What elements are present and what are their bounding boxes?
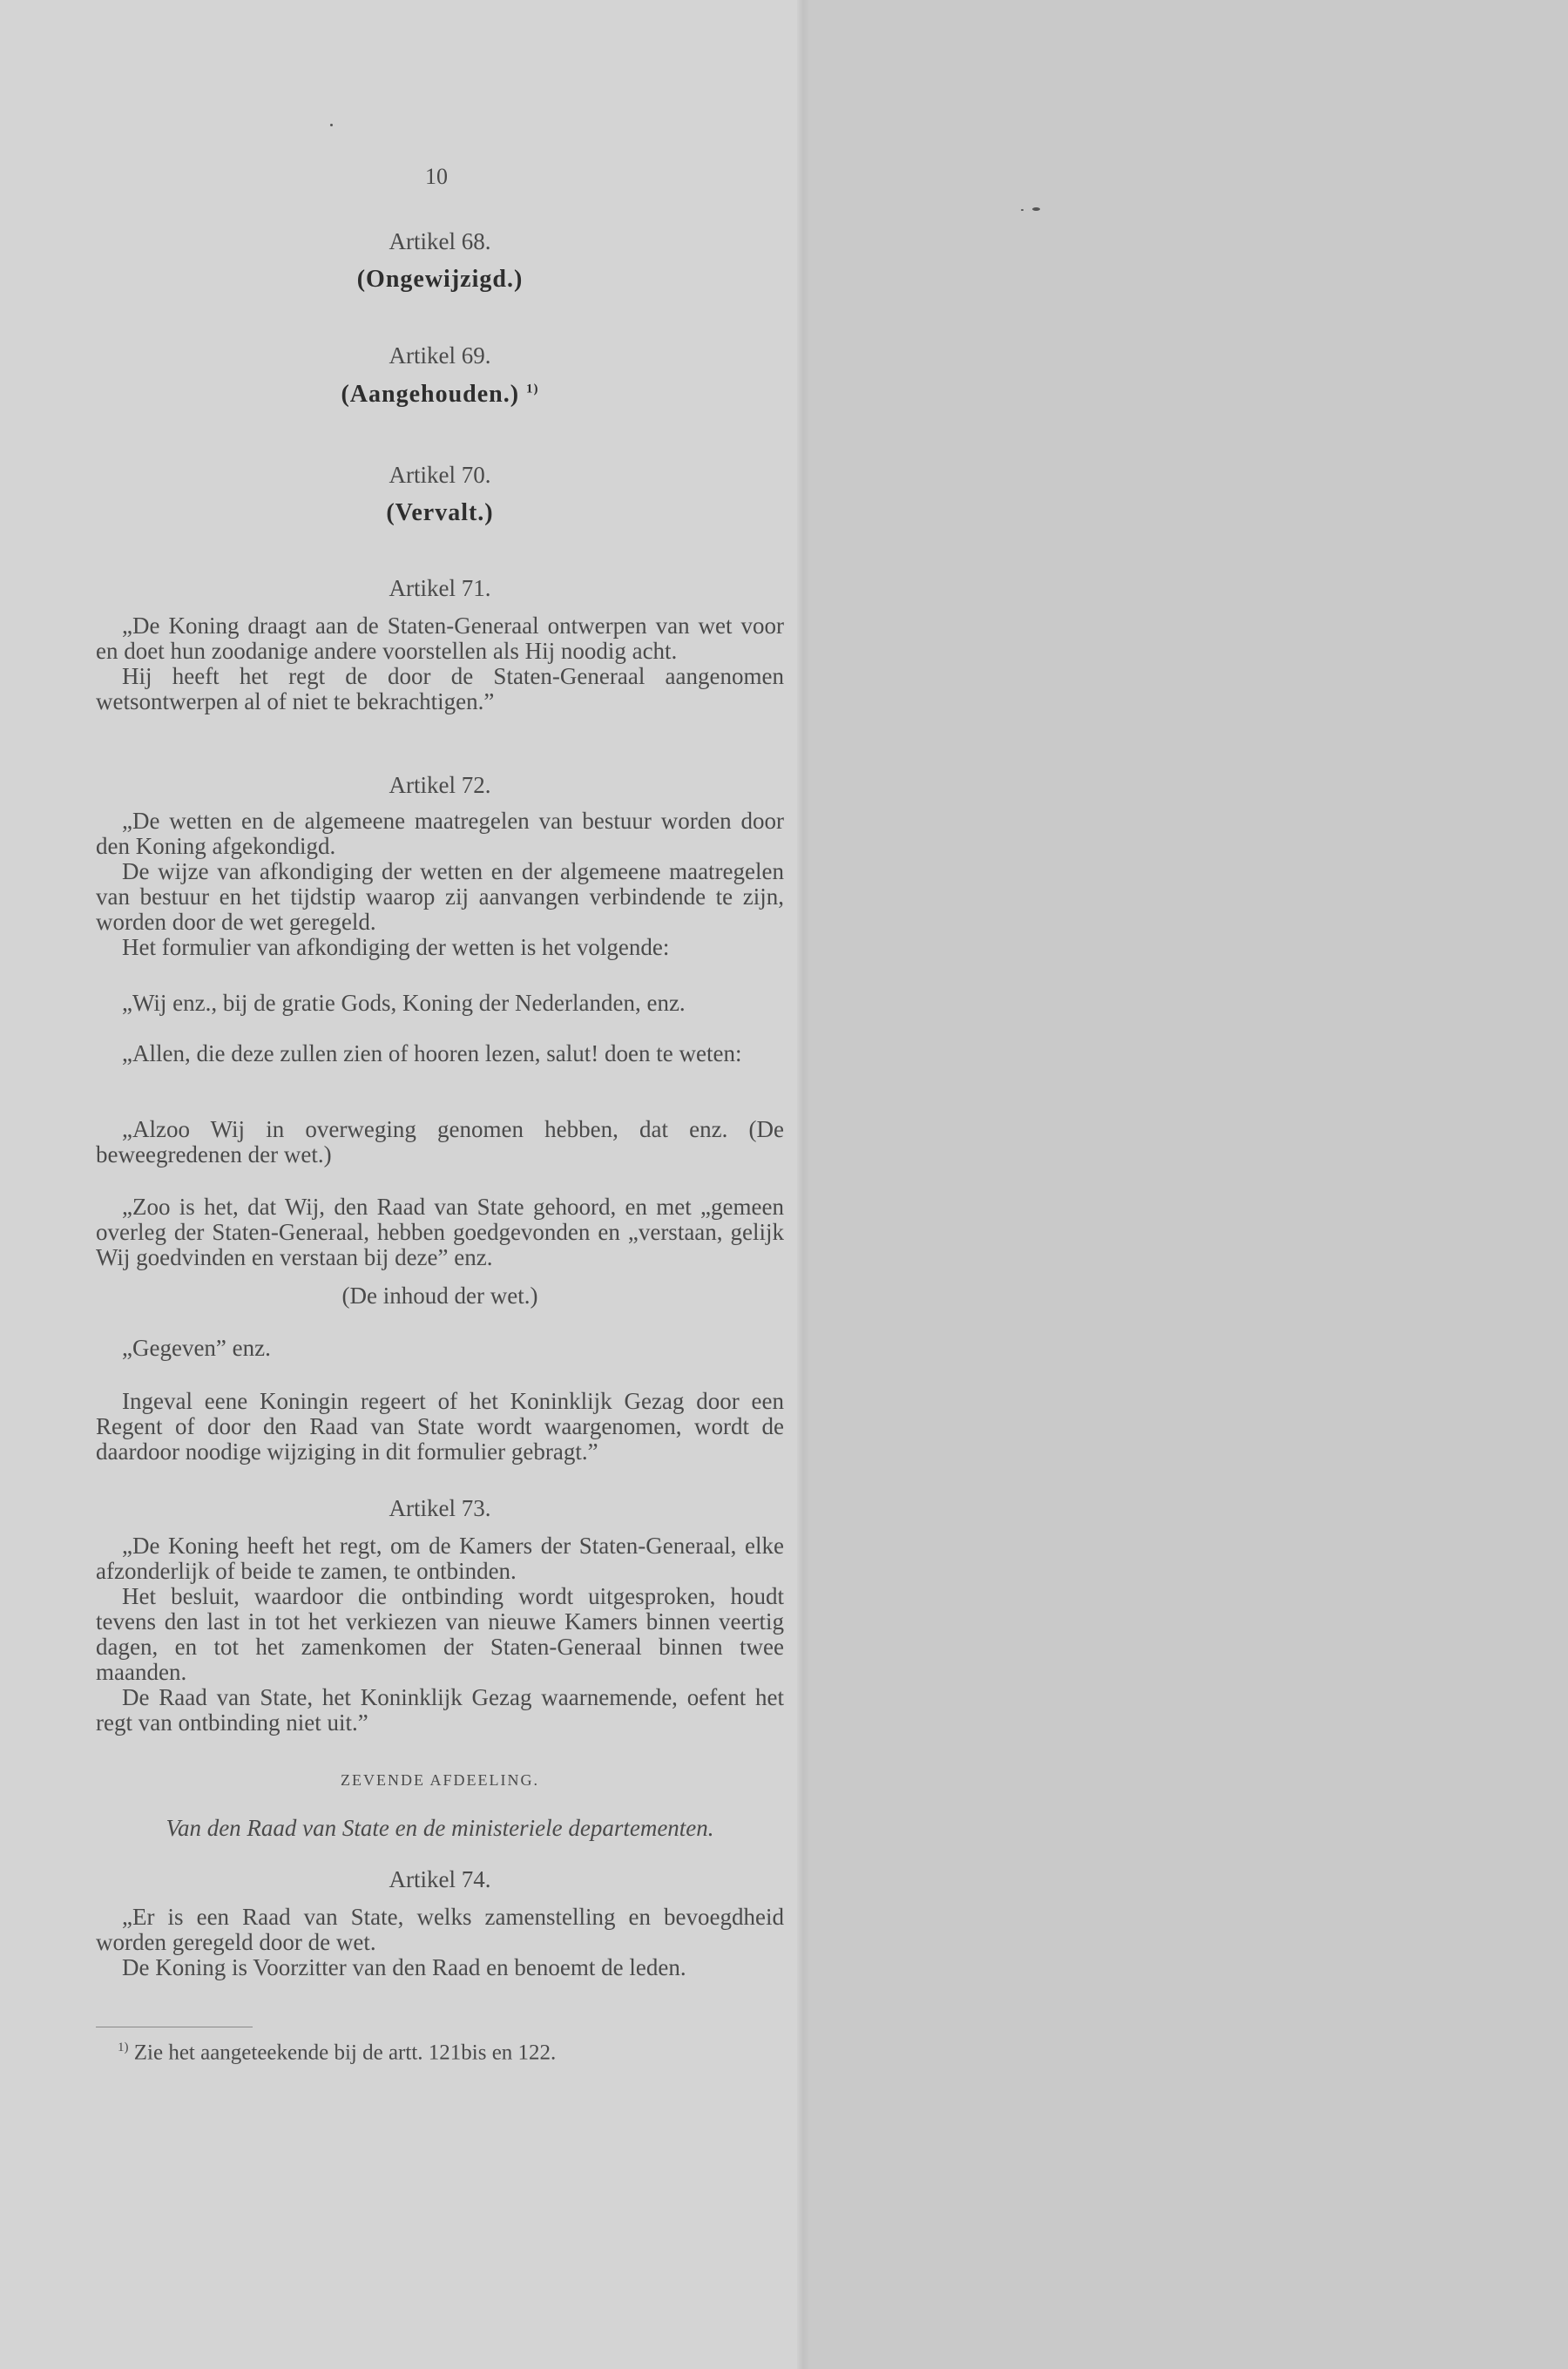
formula-text: „Gegeven” enz. (122, 1335, 271, 1361)
formula-text: „Wij enz., bij de gratie Gods, Koning der Nederlanden, enz. (122, 990, 686, 1016)
ink-speck (1032, 207, 1040, 211)
paragraph: Ingeval eene Koningin regeert of het Koninklijk Gezag door een Regent of door den Raad van State wordt waargenomen, wordt de daardoor noodige wijziging in dit formulier gebragt.” (96, 1388, 784, 1465)
ink-speck (1021, 209, 1024, 211)
ink-speck (330, 124, 333, 126)
formula-line-1 (96, 991, 784, 1016)
footnote-text: Zie het aangeteekende bij de artt. 121bis en 122. (133, 2041, 557, 2065)
article-74-body (96, 1905, 784, 1980)
paragraph: Het besluit, waardoor die ontbinding wordt uitgesproken, houdt tevens den last in tot het verkiezen van nieuwe Kamers binnen veertig dagen, en tot het zamenkomen der Staten-Generaal binnen twee maanden. (96, 1583, 784, 1685)
paragraph: Hij heeft het regt de door de Staten-Generaal aangenomen wetsontwerpen al of niet te bekrachtigen.” (96, 663, 784, 714)
paragraph: „De wetten en de algemeene maatregelen van bestuur worden door den Koning afgekondigd. (96, 808, 784, 859)
section-label: ZEVENDE AFDEELING. (341, 1771, 539, 1789)
article-70-title: Artikel 70. (389, 462, 491, 488)
formula-text: „Alzoo Wij in overweging genomen hebben, dat enz. (De beweegredenen der wet.) (96, 1116, 784, 1168)
footnote (118, 2041, 556, 2065)
paragraph: De Raad van State, het Koninklijk Gezag waarnemende, oefent het regt van ontbinding niet uit.” (96, 1684, 784, 1736)
section-subtitle: Van den Raad van State en de ministeriele departementen. (166, 1815, 714, 1841)
formula-line-5: (De inhoud der wet.) (341, 1283, 538, 1309)
formula-line-4 (96, 1195, 784, 1270)
footnote-marker: 1) (118, 2041, 129, 2054)
paragraph: De wijze van afkondiging der wetten en der algemeene maatregelen van bestuur en het tijdstip waarop zij aanvangen verbindende te zijn, worden door de wet geregeld. (96, 858, 784, 935)
article-69-title: Artikel 69. (389, 342, 491, 369)
article-68-title: Artikel 68. (389, 228, 491, 254)
formula-text: „Allen, die deze zullen zien of hooren lezen, salut! doen te weten: (122, 1040, 742, 1066)
article-72-closing (96, 1389, 784, 1465)
formula-text: „Zoo is het, dat Wij, den Raad van State gehoord, en met „gemeen overleg der Staten-Generaal, hebben goedgevonden en „verstaan, gelijk Wij goedvinden en verstaan bij deze” enz. (96, 1194, 784, 1270)
article-71-title: Artikel 71. (389, 575, 491, 601)
article-73-title: Artikel 73. (389, 1495, 491, 1521)
formula-line-3 (96, 1117, 784, 1168)
article-74-title: Artikel 74. (389, 1866, 491, 1892)
paragraph: „De Koning draagt aan de Staten-Generaal ontwerpen van wet voor en doet hun zoodanige andere voorstellen als Hij noodig acht. (96, 613, 784, 664)
article-69-status-line (96, 381, 784, 409)
paragraph: Het formulier van afkondiging der wetten is het volgende: (122, 934, 670, 960)
footnote-ref: 1) (526, 382, 539, 396)
article-73-body (96, 1533, 784, 1736)
paragraph: „De Koning heeft het regt, om de Kamers der Staten-Generaal, elke afzonderlijk of beide te zamen, te ontbinden. (96, 1533, 784, 1584)
formula-line-2 (96, 1041, 784, 1066)
article-72-body (96, 809, 784, 960)
formula-line-6 (96, 1336, 784, 1361)
article-69-status: (Aangehouden.) (341, 381, 520, 408)
paragraph: „Er is een Raad van State, welks zamenstelling en bevoegdheid worden geregeld door de wet. (96, 1904, 784, 1955)
article-72-title: Artikel 72. (389, 772, 491, 798)
paragraph: De Koning is Voorzitter van den Raad en benoemt de leden. (122, 1954, 686, 1980)
right-page (806, 0, 1568, 2369)
article-71-body (96, 613, 784, 714)
article-68-status: (Ongewijzigd.) (356, 266, 524, 293)
page-number: 10 (425, 164, 448, 189)
article-70-status: (Vervalt.) (386, 499, 494, 526)
page-fold (797, 0, 809, 2369)
